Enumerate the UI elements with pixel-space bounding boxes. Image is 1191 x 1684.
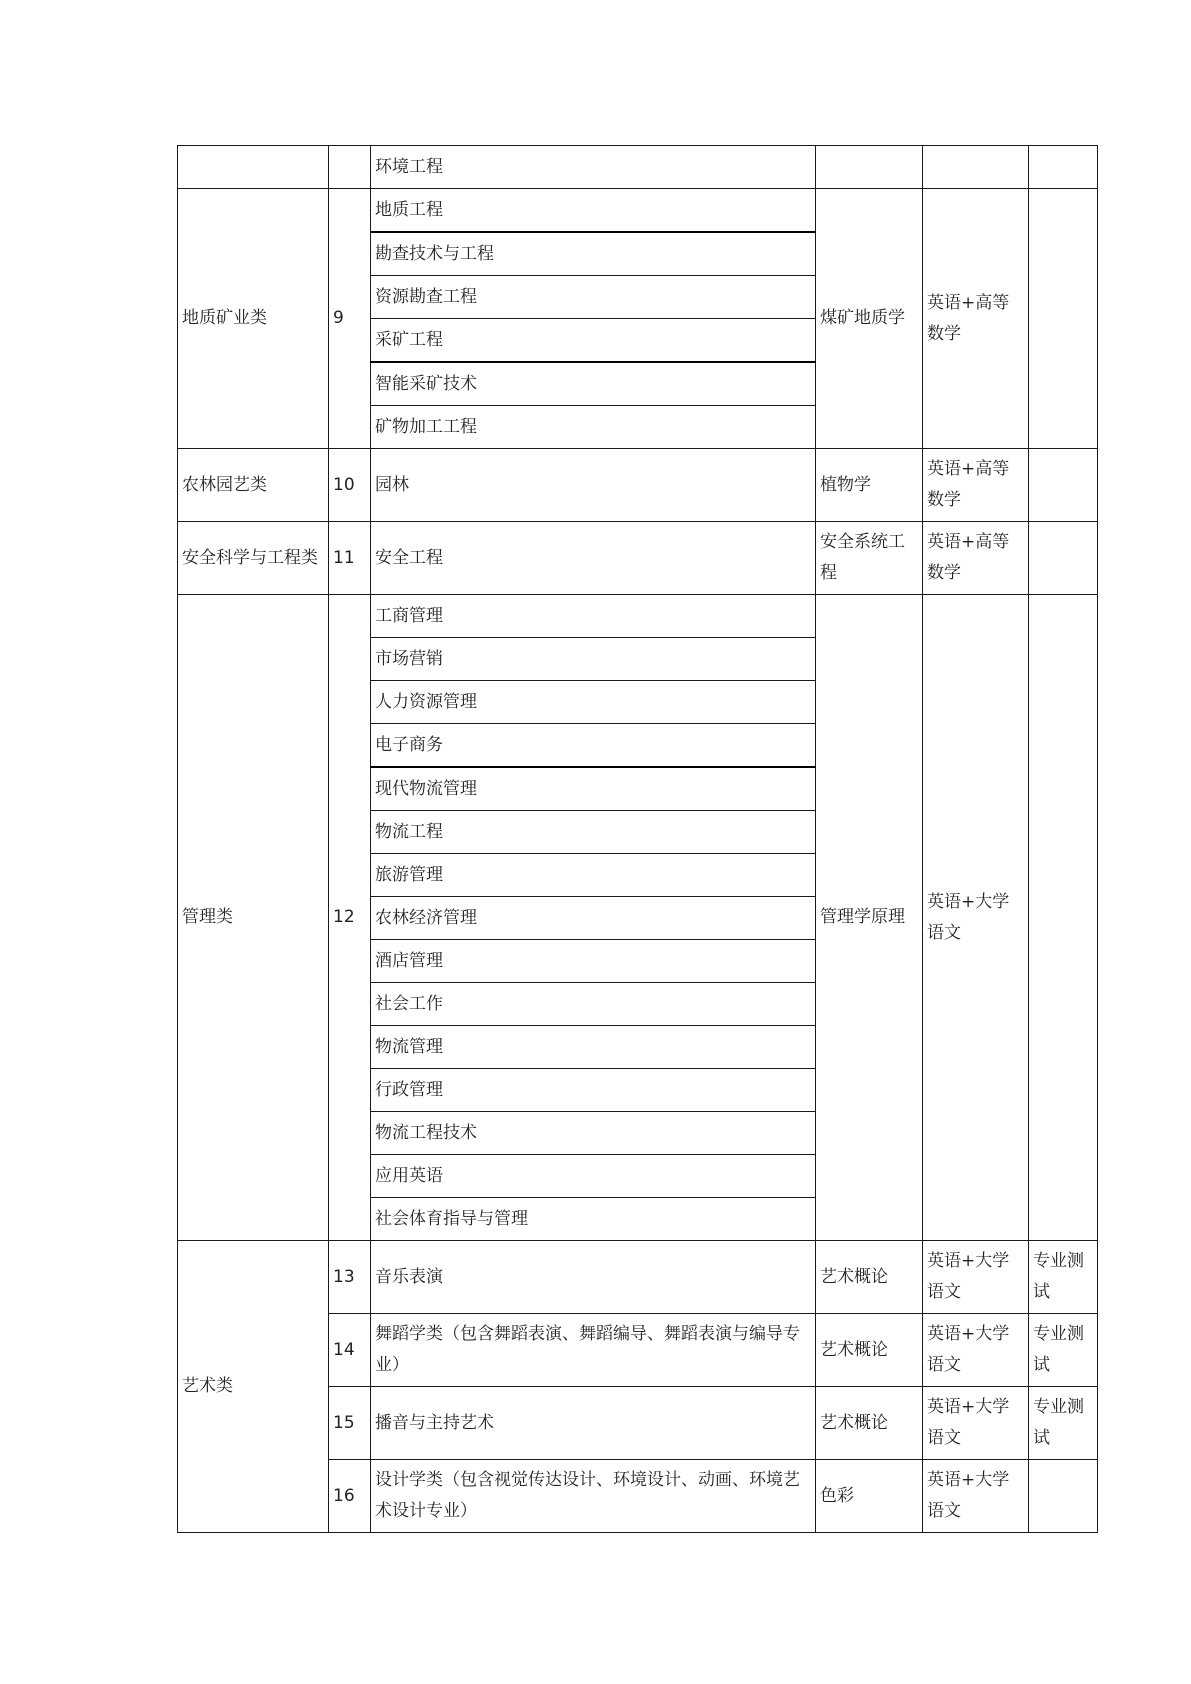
major-cell: 现代物流管理 — [371, 767, 816, 811]
document-page — [177, 145, 1098, 1533]
major-cell: 社会工作 — [371, 983, 816, 1026]
number-cell: 16 — [329, 1460, 371, 1533]
subjects-cell: 英语+大学语文 — [923, 595, 1029, 1241]
exam-cell: 安全系统工程 — [816, 522, 923, 595]
table-row — [178, 449, 1098, 522]
major-cell: 物流管理 — [371, 1026, 816, 1069]
table-row — [178, 522, 1098, 595]
major-cell: 社会体育指导与管理 — [371, 1198, 816, 1241]
major-cell: 地质工程 — [371, 189, 816, 233]
subjects-cell: 英语+高等数学 — [923, 522, 1029, 595]
major-cell: 设计学类（包含视觉传达设计、环境设计、动画、环境艺术设计专业） — [371, 1460, 816, 1533]
extra-cell: 专业测试 — [1029, 1314, 1098, 1387]
number-cell: 11 — [329, 522, 371, 595]
major-cell: 物流工程 — [371, 811, 816, 854]
subjects-cell: 英语+大学语文 — [923, 1314, 1029, 1387]
major-cell: 勘查技术与工程 — [371, 232, 816, 276]
major-cell: 舞蹈学类（包含舞蹈表演、舞蹈编导、舞蹈表演与编导专业） — [371, 1314, 816, 1387]
number-cell: 15 — [329, 1387, 371, 1460]
major-cell: 酒店管理 — [371, 940, 816, 983]
major-cell: 环境工程 — [371, 146, 816, 189]
exam-cell — [816, 146, 923, 189]
subjects-cell: 英语+高等数学 — [923, 449, 1029, 522]
number-cell: 13 — [329, 1241, 371, 1314]
extra-cell — [1029, 522, 1098, 595]
major-cell: 电子商务 — [371, 724, 816, 768]
extra-cell — [1029, 1460, 1098, 1533]
category-cell: 艺术类 — [178, 1241, 329, 1533]
number-cell: 9 — [329, 189, 371, 449]
major-cell: 应用英语 — [371, 1155, 816, 1198]
subjects-cell: 英语+高等数学 — [923, 189, 1029, 449]
major-cell: 安全工程 — [371, 522, 816, 595]
major-cell: 农林经济管理 — [371, 897, 816, 940]
subjects-cell — [923, 146, 1029, 189]
major-cell: 矿物加工工程 — [371, 406, 816, 449]
major-cell: 工商管理 — [371, 595, 816, 638]
exam-cell: 色彩 — [816, 1460, 923, 1533]
subjects-cell: 英语+大学语文 — [923, 1387, 1029, 1460]
majors-table — [177, 145, 1098, 1533]
extra-cell — [1029, 146, 1098, 189]
exam-cell: 煤矿地质学 — [816, 189, 923, 449]
exam-cell: 艺术概论 — [816, 1241, 923, 1314]
exam-cell: 艺术概论 — [816, 1314, 923, 1387]
category-cell: 农林园艺类 — [178, 449, 329, 522]
major-cell: 旅游管理 — [371, 854, 816, 897]
exam-cell: 管理学原理 — [816, 595, 923, 1241]
extra-cell — [1029, 449, 1098, 522]
major-cell: 市场营销 — [371, 638, 816, 681]
subjects-cell: 英语+大学语文 — [923, 1460, 1029, 1533]
number-cell: 12 — [329, 595, 371, 1241]
major-cell: 行政管理 — [371, 1069, 816, 1112]
major-cell: 物流工程技术 — [371, 1112, 816, 1155]
extra-cell — [1029, 595, 1098, 1241]
extra-cell: 专业测试 — [1029, 1241, 1098, 1314]
category-cell: 管理类 — [178, 595, 329, 1241]
subjects-cell: 英语+大学语文 — [923, 1241, 1029, 1314]
extra-cell: 专业测试 — [1029, 1387, 1098, 1460]
table-row — [178, 1241, 1098, 1314]
number-cell — [329, 146, 371, 189]
number-cell: 14 — [329, 1314, 371, 1387]
major-cell: 音乐表演 — [371, 1241, 816, 1314]
extra-cell — [1029, 189, 1098, 449]
category-cell: 安全科学与工程类 — [178, 522, 329, 595]
major-cell: 人力资源管理 — [371, 681, 816, 724]
major-cell: 播音与主持艺术 — [371, 1387, 816, 1460]
table-row — [178, 146, 1098, 189]
number-cell: 10 — [329, 449, 371, 522]
major-cell: 采矿工程 — [371, 319, 816, 363]
table-row — [178, 595, 1098, 638]
exam-cell: 植物学 — [816, 449, 923, 522]
table-row — [178, 189, 1098, 233]
exam-cell: 艺术概论 — [816, 1387, 923, 1460]
category-cell: 地质矿业类 — [178, 189, 329, 449]
major-cell: 智能采矿技术 — [371, 362, 816, 406]
category-cell — [178, 146, 329, 189]
major-cell: 园林 — [371, 449, 816, 522]
major-cell: 资源勘查工程 — [371, 276, 816, 319]
